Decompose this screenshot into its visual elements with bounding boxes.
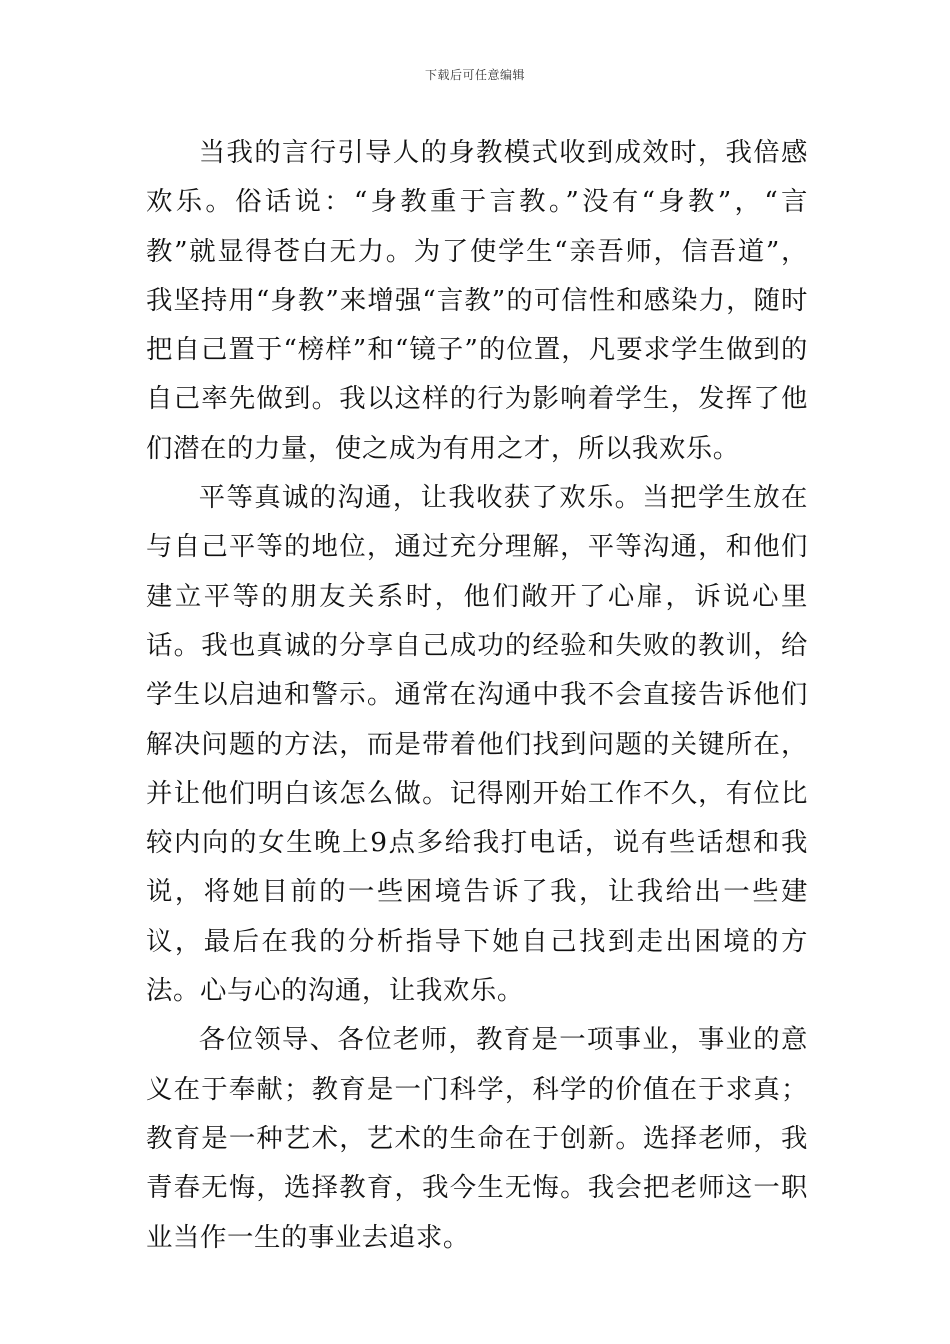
- document-body: [146, 128, 808, 1262]
- paragraph-2: 平等真诚的沟通，让我收获了欢乐。当把学生放在与自己平等的地位，通过充分理解，平等沟通，和他们建立平等的朋友关系时，他们敞开了心扉，诉说心里话。我也真诚的分享自己成功的经验和失败的教训，给学生以启迪和警示。通常在沟通中我不会直接告诉他们解决问题的方法，而是带着他们找到问题的关键所在，并让他们明白该怎么做。记得刚开始工作不久，有位比较内向的女生晚上9点多给我打电话，说有些话想和我说，将她目前的一些困境告诉了我，让我给出一些建议，最后在我的分析指导下她自己找到走出困境的方法。心与心的沟通，让我欢乐。: [146, 482, 808, 1007]
- paragraph-3: 各位领导、各位老师，教育是一项事业，事业的意义在于奉献；教育是一门科学，科学的价值在于求真；教育是一种艺术，艺术的生命在于创新。选择老师，我青春无悔，选择教育，我今生无悔。我会把老师这一职业当作一生的事业去追求。: [146, 1024, 808, 1253]
- header-note: 下载后可任意编辑: [424, 68, 525, 82]
- paragraph-1: 当我的言行引导人的身教模式收到成效时，我倍感欢乐。俗话说：“身教重于言教。”没有“身教”，“言教”就显得苍白无力。为了使学生“亲吾师，信吾道”，我坚持用“身教”来增强“言教”的可信性和感染力，随时把自己置于“榜样”和“镜子”的位置，凡要求学生做到的自己率先做到。我以这样的行为影响着学生，发挥了他们潜在的力量，使之成为有用之才，所以我欢乐。: [146, 137, 808, 464]
